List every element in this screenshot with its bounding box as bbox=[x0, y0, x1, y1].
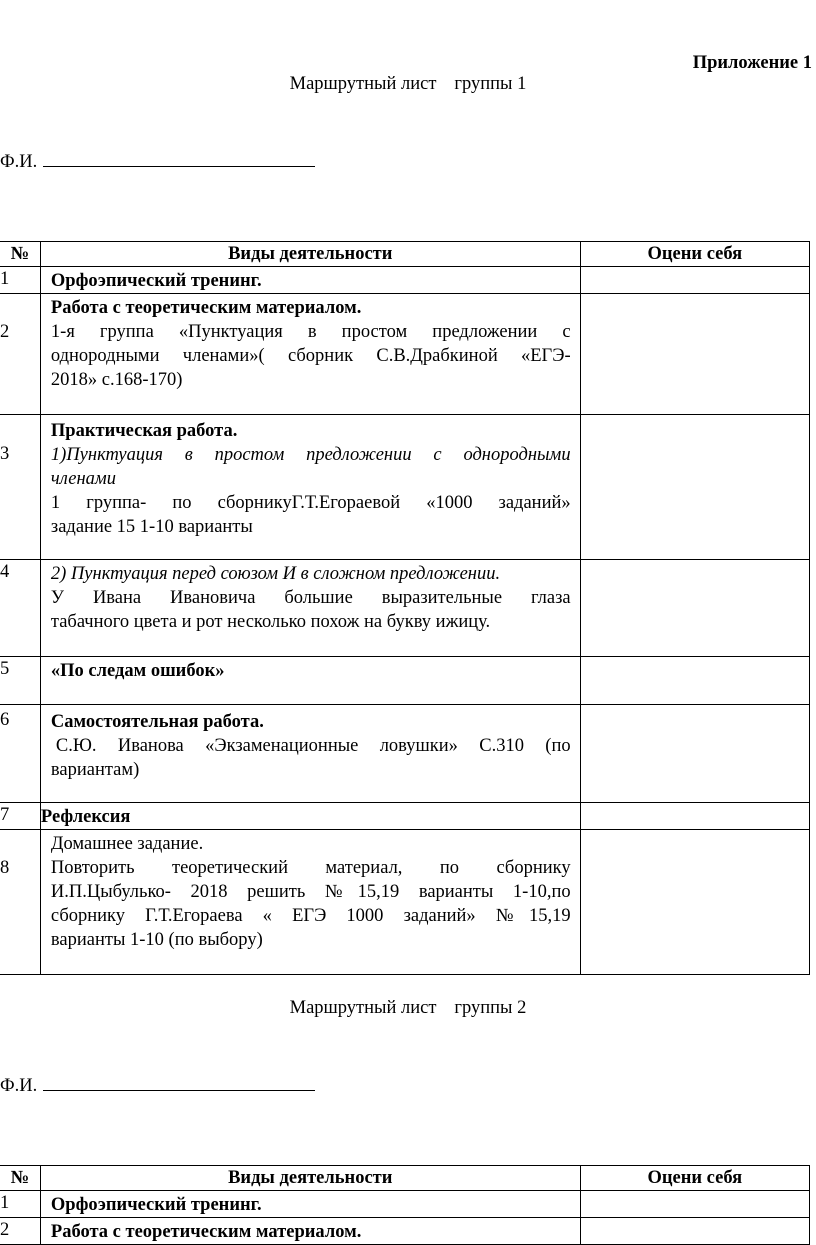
group2-title bbox=[0, 996, 816, 1020]
row-line: сборнику Г.Т.Егораева « ЕГЭ 1000 заданий» №15,19 bbox=[50, 906, 571, 926]
row-line: Самостоятельная работа. bbox=[50, 712, 264, 732]
grade-cell[interactable] bbox=[580, 560, 809, 657]
activity-cell bbox=[40, 705, 580, 803]
row-line: 1-я группа «Пунктуация в простом предложении с bbox=[50, 322, 571, 342]
row-line: 1)Пунктуация в простом предложении с однородными bbox=[50, 445, 571, 465]
row-line: варианты 1-10 (по выбору) bbox=[50, 930, 263, 950]
row-line: С.Ю. Иванова «Экзаменационные ловушки» С.310 (по bbox=[55, 736, 571, 756]
row-line: 1 группа- по сборникуГ.Т.Егораевой «1000 заданий» bbox=[50, 493, 571, 513]
row-line: 2018» с.168-170) bbox=[50, 370, 183, 390]
row-line: Работа с теоретическим материалом. bbox=[50, 298, 362, 318]
group2-fio bbox=[0, 1071, 315, 1098]
row-line: Рефлексия bbox=[40, 807, 131, 827]
grade-cell[interactable] bbox=[580, 1191, 809, 1218]
grade-cell[interactable] bbox=[580, 267, 809, 294]
activity-cell bbox=[40, 803, 580, 830]
row-line: Орфоэпический тренинг. bbox=[50, 1195, 262, 1215]
row-line: Практическая работа. bbox=[50, 421, 238, 441]
grade-cell[interactable] bbox=[580, 294, 809, 415]
row-num: 2 bbox=[0, 1218, 40, 1245]
group1-title bbox=[0, 72, 816, 96]
activity-cell bbox=[40, 1218, 580, 1245]
fio-label: Ф.И. bbox=[0, 152, 38, 172]
table-row bbox=[0, 560, 810, 657]
fio-blank-line[interactable] bbox=[43, 147, 315, 167]
row-line: «По следам ошибок» bbox=[50, 661, 225, 681]
table-row bbox=[0, 415, 810, 560]
activity-cell bbox=[40, 830, 580, 975]
group2-title-b: группы 2 bbox=[454, 998, 527, 1018]
group1-fio bbox=[0, 147, 315, 174]
grade-cell[interactable] bbox=[580, 705, 809, 803]
table-row bbox=[0, 294, 810, 415]
activity-cell bbox=[40, 560, 580, 657]
row-line: задание 15 1-10 варианты bbox=[50, 517, 253, 537]
table-row bbox=[0, 1191, 810, 1218]
table-row bbox=[0, 657, 810, 705]
col-grade-header: Оцени себя bbox=[580, 1166, 809, 1191]
row-num: 1 bbox=[0, 1191, 40, 1218]
table-row bbox=[0, 267, 810, 294]
row-line: И.П.Цыбулько- 2018 решить №15,19 варианты 1-10,по bbox=[50, 882, 571, 902]
table-row bbox=[0, 1218, 810, 1245]
row-num: 1 bbox=[0, 267, 40, 294]
col-activity-header: Виды деятельности bbox=[40, 242, 580, 267]
activity-cell bbox=[40, 1191, 580, 1218]
row-line: табачного цвета и рот несколько похож на букву ижицу. bbox=[50, 612, 491, 632]
grade-cell[interactable] bbox=[580, 803, 809, 830]
row-line: однородными членами»( сборник С.В.Драбкиной «ЕГЭ- bbox=[50, 346, 571, 366]
row-line: Домашнее задание. bbox=[50, 834, 204, 854]
row-line: У Ивана Ивановича большие выразительные глаза bbox=[50, 588, 571, 608]
grade-cell[interactable] bbox=[580, 830, 809, 975]
row-num: 5 bbox=[0, 657, 40, 705]
row-line: вариантам) bbox=[50, 760, 140, 780]
fio-blank-line[interactable] bbox=[43, 1071, 315, 1091]
group1-table bbox=[0, 241, 810, 975]
row-num: 7 bbox=[0, 803, 40, 830]
activity-cell bbox=[40, 267, 580, 294]
col-num-header: № bbox=[0, 242, 40, 267]
activity-cell bbox=[40, 657, 580, 705]
row-line: Работа с теоретическим материалом. bbox=[50, 1222, 362, 1242]
activity-cell bbox=[40, 294, 580, 415]
table-header-row bbox=[0, 1166, 810, 1191]
fio-label: Ф.И. bbox=[0, 1076, 38, 1096]
table-row bbox=[0, 705, 810, 803]
row-line: членами bbox=[50, 469, 116, 489]
row-num: 8 bbox=[0, 830, 40, 975]
row-num: 4 bbox=[0, 560, 40, 657]
group1-title-a: Маршрутный лист bbox=[289, 74, 437, 94]
group1-title-b: группы 1 bbox=[454, 74, 527, 94]
table-row bbox=[0, 830, 810, 975]
grade-cell[interactable] bbox=[580, 1218, 809, 1245]
col-grade-header: Оцени себя bbox=[580, 242, 809, 267]
group2-title-a: Маршрутный лист bbox=[289, 998, 437, 1018]
row-num: 3 bbox=[0, 415, 40, 560]
activity-cell bbox=[40, 415, 580, 560]
row-line: 2) Пунктуация перед союзом И в сложном предложении. bbox=[50, 564, 501, 584]
row-line: Орфоэпический тренинг. bbox=[50, 271, 262, 291]
grade-cell[interactable] bbox=[580, 657, 809, 705]
group2-table bbox=[0, 1165, 810, 1245]
row-num: 6 bbox=[0, 705, 40, 803]
appendix-label: Приложение 1 bbox=[692, 53, 812, 73]
col-num-header: № bbox=[0, 1166, 40, 1191]
table-row bbox=[0, 803, 810, 830]
row-num: 2 bbox=[0, 294, 40, 415]
col-activity-header: Виды деятельности bbox=[40, 1166, 580, 1191]
row-line: Повторить теоретический материал, по сборнику bbox=[50, 858, 571, 878]
table-header-row bbox=[0, 242, 810, 267]
grade-cell[interactable] bbox=[580, 415, 809, 560]
